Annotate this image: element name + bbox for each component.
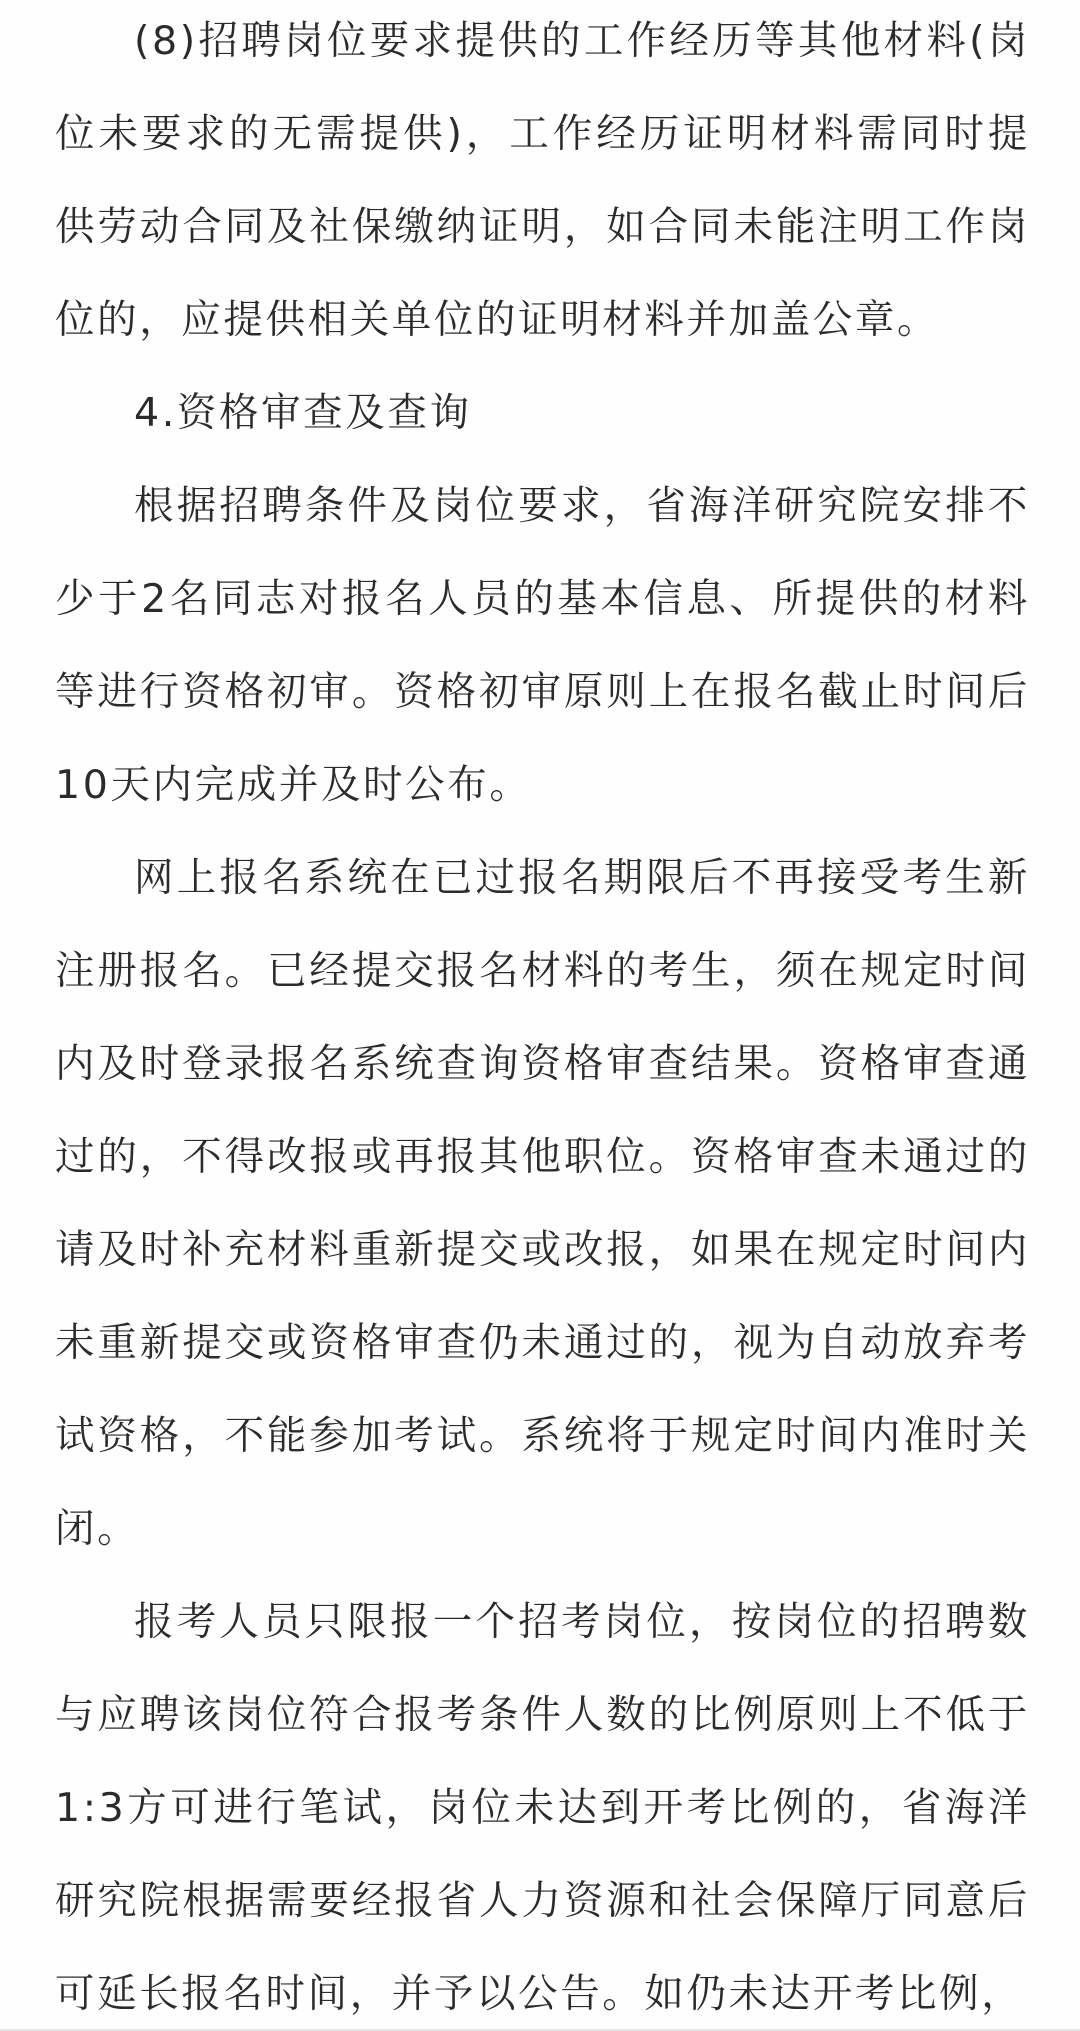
paragraph-work-experience-materials: (8)招聘岗位要求提供的工作经历等其他材料(岗位未要求的无需提供)，工作经历证明材料需同时提供劳动合同及社保缴纳证明，如合同未能注明工作岗位的，应提供相关单位的证明材料并加盖公章。 xyxy=(55,18,1030,343)
article-body xyxy=(55,0,1030,2031)
paragraph-preliminary-review: 根据招聘条件及岗位要求，省海洋研究院安排不少于2名同志对报名人员的基本信息、所提供的材料等进行资格初审。资格初审原则上在报名截止时间后10天内完成并及时公布。 xyxy=(55,483,1030,808)
section-heading-qualification-review: 4.资格审查及查询 xyxy=(134,390,472,436)
paragraph-online-registration-system: 网上报名系统在已过报名期限后不再接受考生新注册报名。已经提交报名材料的考生，须在规定时间内及时登录报名系统查询资格审查结果。资格审查通过的，不得改报或再报其他职位。资格审查未通过的请及时补充材料重新提交或改报，如果在规定时间内未重新提交或资格审查仍未通过的，视为自动放弃考试资格，不能参加考试。系统将于规定时间内准时关闭。 xyxy=(55,855,1030,1552)
paragraph-exam-ratio: 报考人员只限报一个招考岗位，按岗位的招聘数与应聘该岗位符合报考条件人数的比例原则上不低于1:3方可进行笔试，岗位未达到开考比例的，省海洋研究院根据需要经报省人力资源和社会保障厅同意后可延长报名时间，并予以公告。如仍未达开考比例， xyxy=(55,1599,1030,2017)
